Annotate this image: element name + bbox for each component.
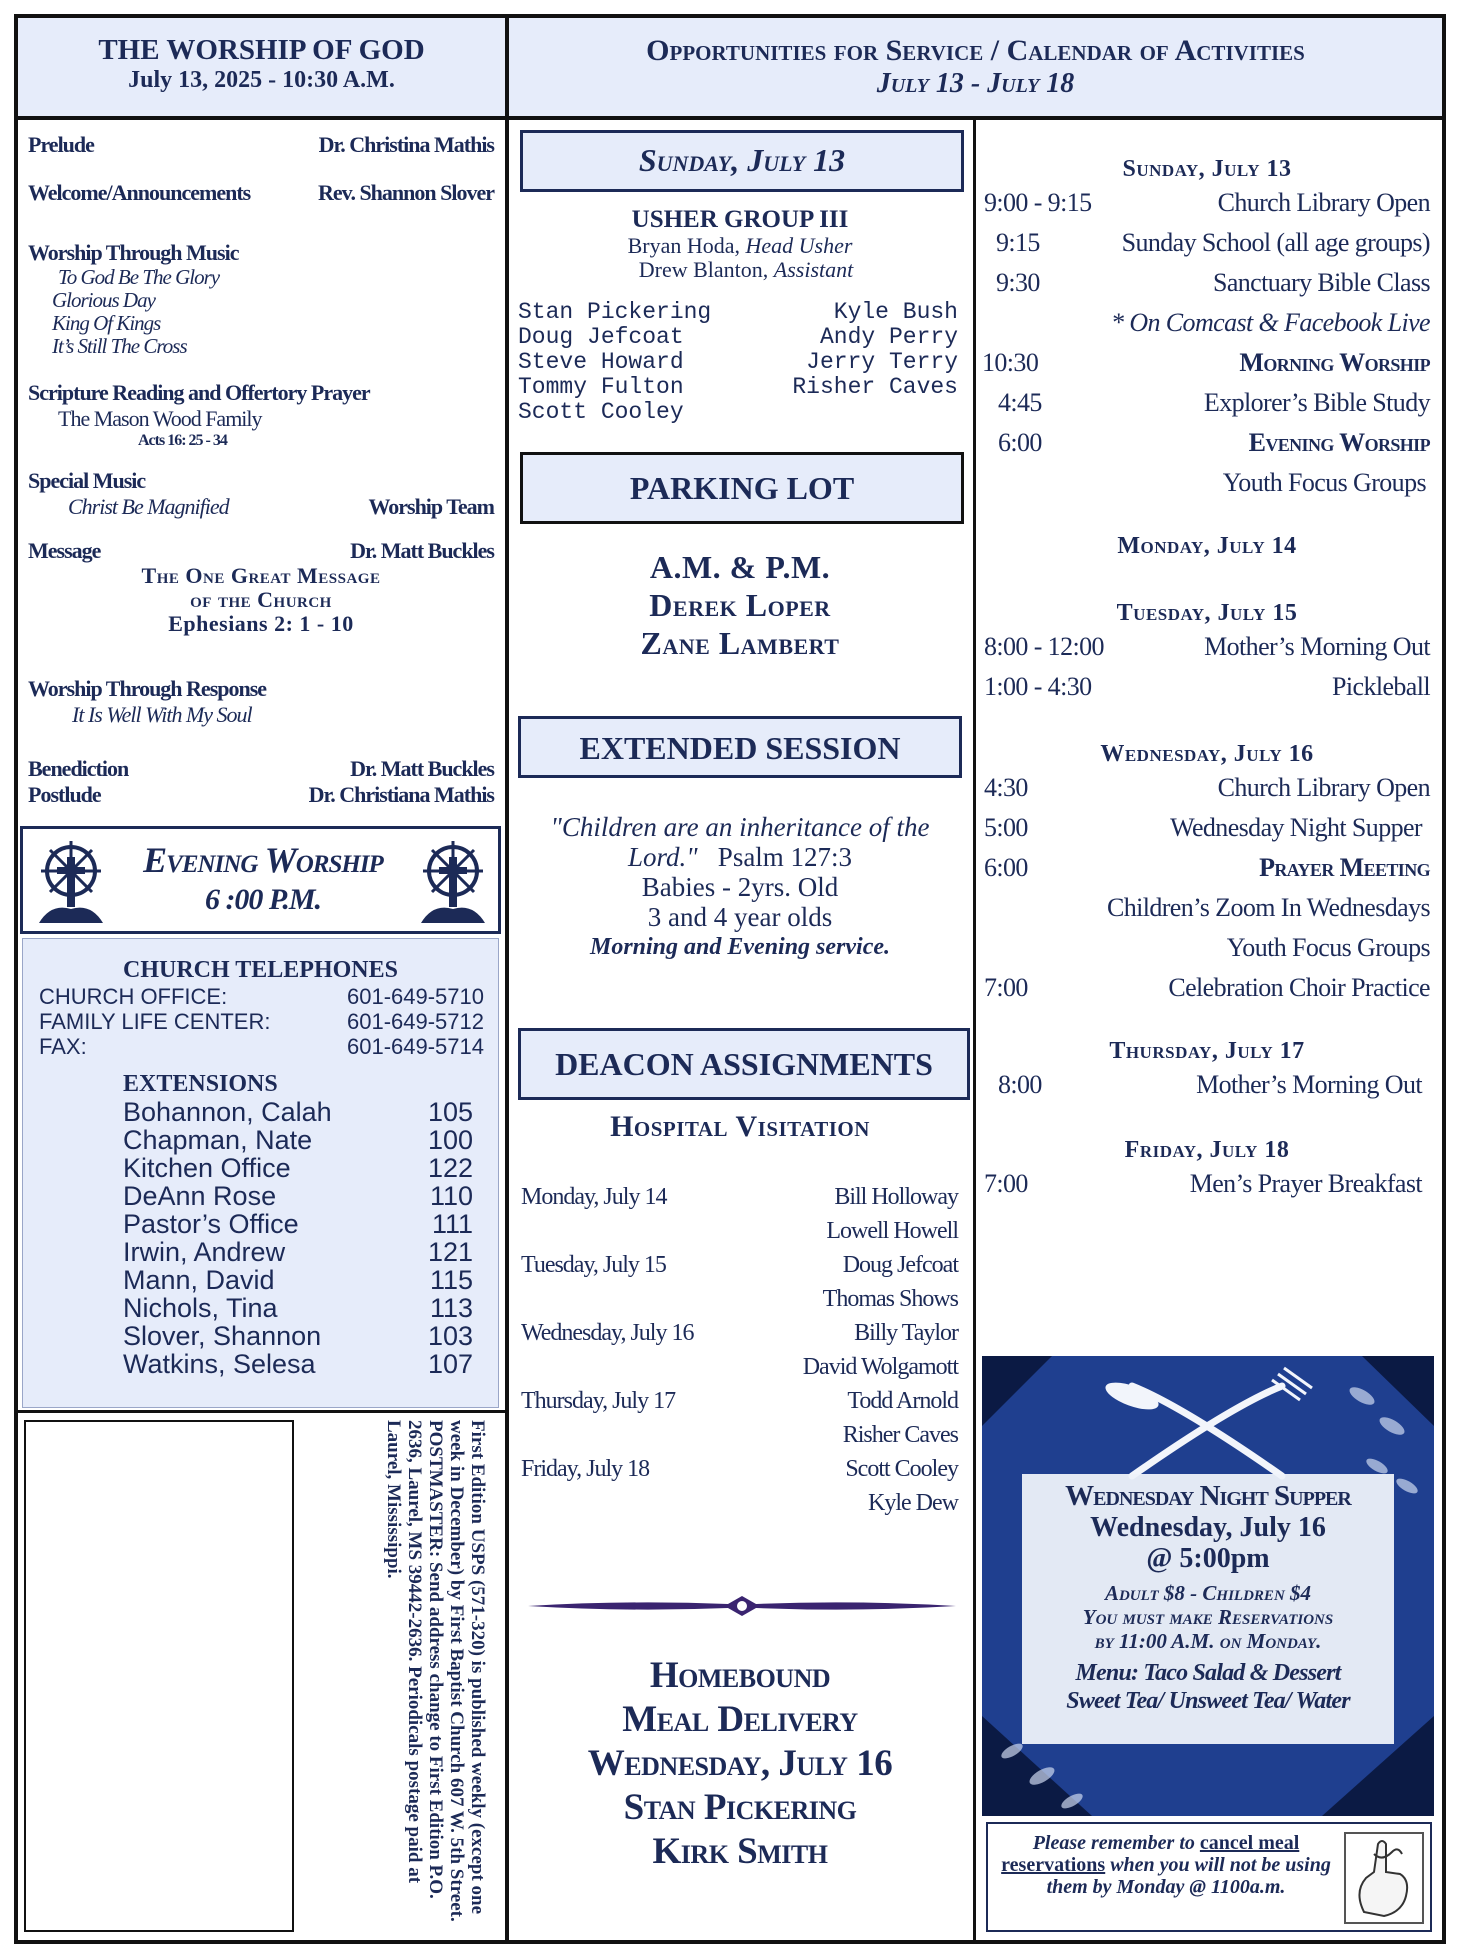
welcome-label: Welcome/Announcements — [28, 180, 251, 205]
deacon-name: Thomas Shows — [822, 1286, 958, 1312]
parking-name: Derek Loper — [649, 587, 831, 623]
visit-day: Friday, July 18 — [521, 1456, 650, 1482]
calendar-event: Sunday School (all age groups) — [1121, 228, 1430, 257]
calendar-event: Morning Worship — [1239, 348, 1430, 377]
extensions-title: EXTENSIONS — [123, 1071, 278, 1097]
calendar-time: 8:00 — [998, 1070, 1042, 1099]
calendar-item — [984, 808, 1430, 848]
prelude-name: Dr. Christina Mathis — [318, 132, 494, 157]
opportunities-dates: July 13 - July 18 — [876, 68, 1075, 99]
supper-menu-1: Menu: Taco Salad & Dessert — [1075, 1660, 1341, 1686]
phone-number: 601-649-5714 — [346, 1034, 484, 1059]
evening-worship-box — [20, 826, 501, 934]
usher-section — [515, 206, 965, 282]
homebound-delivery — [515, 1654, 965, 1874]
message-label: Message — [28, 538, 101, 563]
visit-day: Monday, July 14 — [521, 1184, 667, 1210]
right-header — [509, 18, 1442, 116]
ornament-divider-icon — [528, 1592, 956, 1620]
supper-reserve-2: by 11:00 A.M. on Monday. — [1094, 1629, 1322, 1653]
calendar-event: Church Library Open — [1217, 773, 1430, 802]
music-songs — [52, 265, 494, 358]
extension-name: Bohannon, Calah — [123, 1097, 332, 1127]
calendar-time: 7:00 — [984, 1169, 1028, 1198]
response-label: Worship Through Response — [28, 676, 267, 701]
calendar-event: Explorer’s Bible Study — [1203, 388, 1430, 417]
phone-list — [39, 984, 484, 1059]
ages-preschool: 3 and 4 year olds — [647, 902, 833, 932]
reminder-cancel-link: cancel meal reservations — [1001, 1832, 1300, 1876]
homebound-line: Stan Pickering — [623, 1787, 857, 1828]
left-bottom-divider — [14, 1410, 505, 1413]
phone-row — [39, 1034, 484, 1059]
postal-info-area — [318, 1420, 488, 1932]
extension-number: 111 — [431, 1209, 473, 1239]
reminder-box — [986, 1822, 1432, 1932]
left-header — [18, 18, 505, 116]
supper-reserve-1: You must make Reservations — [1082, 1605, 1334, 1629]
calendar-item — [984, 888, 1430, 928]
homebound-line: Meal Delivery — [622, 1699, 858, 1740]
ushers-right — [792, 300, 958, 400]
extension-name: Watkins, Selesa — [123, 1349, 316, 1379]
extension-row — [123, 1098, 473, 1126]
phone-row — [39, 984, 484, 1009]
extension-number: 110 — [429, 1181, 473, 1211]
extension-name: Mann, David — [123, 1265, 275, 1295]
extension-name: Irwin, Andrew — [123, 1237, 286, 1267]
response-song: It Is Well With My Soul — [72, 702, 252, 727]
calendar-friday-title: Friday, July 18 — [1124, 1137, 1290, 1163]
calendar-monday-title: Monday, July 14 — [1117, 533, 1297, 559]
parking-lot-title: PARKING LOT — [629, 470, 855, 506]
parking-lot-box — [520, 452, 964, 524]
calendar-item — [984, 183, 1430, 223]
usher-name: Andy Perry — [819, 324, 958, 350]
visit-row — [521, 1384, 958, 1452]
prelude-label: Prelude — [28, 132, 94, 157]
sunday-box — [520, 130, 964, 192]
scripture-label: Scripture Reading and Offertory Prayer — [28, 380, 370, 405]
deacon-name: David Wolgamott — [802, 1354, 958, 1380]
calendar-time: 9:30 — [996, 268, 1040, 297]
calendar-item — [984, 1065, 1430, 1105]
calendar-item — [984, 627, 1430, 667]
visit-row — [521, 1452, 958, 1520]
usher-name: Doug Jefcoat — [518, 324, 684, 350]
message-title — [28, 564, 494, 636]
usher-group: USHER GROUP III — [631, 206, 849, 233]
calendar-time: 6:00 — [984, 853, 1028, 882]
calendar-sunday-title: Sunday, July 13 — [1122, 156, 1292, 182]
homebound-line: Homebound — [649, 1655, 831, 1696]
supper-flyer — [982, 1356, 1434, 1816]
phone-label: FAMILY LIFE CENTER: — [39, 1009, 271, 1034]
worship-title: THE WORSHIP OF GOD — [98, 34, 425, 66]
calendar-event: Youth Focus Groups — [1222, 468, 1426, 497]
calendar-item — [984, 383, 1430, 423]
reminder-part-2: when you will not be using them by Monday @ 1100a.m. — [1046, 1854, 1331, 1898]
calendar-event: Children’s Zoom In Wednesdays — [1106, 893, 1430, 922]
reminder-text — [996, 1832, 1336, 1898]
calendar-event: Mother’s Morning Out — [1204, 632, 1430, 661]
song-2: Glorious Day — [52, 288, 155, 312]
sunday-title: Sunday, July 13 — [638, 142, 846, 178]
postlude-row — [28, 782, 494, 808]
telephones-panel — [22, 938, 499, 1408]
extension-row — [123, 1266, 473, 1294]
extension-number: 113 — [429, 1293, 473, 1323]
header-divider — [14, 116, 1446, 120]
extended-session-info — [530, 812, 950, 962]
phone-row — [39, 1009, 484, 1034]
calendar-event: * On Comcast & Facebook Live — [1111, 308, 1430, 337]
extended-session-box — [518, 716, 962, 778]
message-title-2: of the Church — [190, 587, 332, 612]
calendar-event: Youth Focus Groups — [1226, 933, 1430, 962]
supper-title: Wednesday Night Supper — [1065, 1480, 1351, 1512]
calendar-event: Prayer Meeting — [1259, 853, 1430, 882]
supper-time: @ 5:00pm — [1146, 1543, 1270, 1574]
supper-menu-2: Sweet Tea/ Unsweet Tea/ Water — [1066, 1688, 1350, 1714]
evening-worship-time: 6 :00 P.M. — [204, 883, 322, 916]
usher-name: Stan Pickering — [518, 299, 712, 325]
extension-number: 103 — [427, 1321, 473, 1351]
calendar-time: 9:00 - 9:15 — [984, 188, 1092, 217]
calendar-time: 10:30 — [982, 348, 1039, 377]
assistant-role: Assistant — [773, 257, 854, 282]
worship-date: July 13, 2025 - 10:30 A.M. — [128, 67, 395, 93]
extension-name: Chapman, Nate — [123, 1125, 313, 1155]
calendar-event: Celebration Choir Practice — [1168, 973, 1430, 1002]
calendar-event: Sanctuary Bible Class — [1212, 268, 1430, 297]
cross-wheel-icon — [31, 837, 111, 925]
phone-number: 601-649-5712 — [346, 1009, 484, 1034]
parking-name: Zane Lambert — [640, 625, 840, 661]
divider-right — [973, 118, 976, 1944]
usher-name: Kyle Bush — [833, 299, 958, 325]
telephones-title: CHURCH TELEPHONES — [123, 957, 398, 983]
calendar-event: Men’s Prayer Breakfast — [1189, 1169, 1422, 1198]
extension-row — [123, 1322, 473, 1350]
hospital-title: Hospital Visitation — [610, 1110, 870, 1143]
hospital-visits — [521, 1180, 958, 1520]
special-music-row — [28, 494, 494, 520]
finger-string-icon — [1344, 1832, 1424, 1924]
message-name: Dr. Matt Buckles — [350, 538, 494, 563]
calendar-item — [984, 968, 1430, 1008]
extension-row — [123, 1210, 473, 1238]
extension-number: 105 — [427, 1097, 473, 1127]
deacon-name: Risher Caves — [842, 1422, 958, 1448]
calendar-time: 4:45 — [998, 388, 1042, 417]
assistant-usher — [527, 258, 965, 282]
welcome-name: Rev. Shannon Slover — [318, 180, 494, 205]
visit-names — [845, 1452, 958, 1520]
extension-row — [123, 1182, 473, 1210]
extension-number: 121 — [427, 1237, 473, 1267]
scripture-ref: Acts 16: 25 - 34 — [138, 432, 227, 449]
phone-label: FAX: — [39, 1034, 87, 1059]
verse: "Children are an inheritance of the Lord." — [550, 812, 930, 872]
calendar-time: 1:00 - 4:30 — [984, 672, 1092, 701]
prelude-row — [28, 132, 494, 158]
assistant-name: Drew Blanton, — [638, 257, 769, 282]
welcome-row — [28, 180, 494, 206]
calendar-item — [984, 263, 1430, 303]
postlude-name: Dr. Christiana Mathis — [308, 782, 494, 807]
special-music-by: Worship Team — [368, 494, 494, 519]
head-usher-role: Head Usher — [745, 233, 853, 258]
deacon-name: Scott Cooley — [845, 1456, 958, 1482]
extension-name: Nichols, Tina — [123, 1293, 278, 1323]
benediction-row — [28, 756, 494, 782]
calendar-time: 5:00 — [984, 813, 1028, 842]
head-usher-name: Bryan Hoda, — [627, 233, 740, 258]
calendar-event: Mother’s Morning Out — [1196, 1070, 1422, 1099]
calendar-item — [984, 928, 1430, 968]
extension-row — [123, 1350, 473, 1378]
deacon-assignments-box — [518, 1028, 970, 1100]
visit-row — [521, 1316, 958, 1384]
calendar-event: Evening Worship — [1248, 428, 1430, 457]
visit-day: Tuesday, July 15 — [521, 1252, 666, 1278]
calendar-item — [984, 463, 1430, 503]
cross-wheel-icon — [413, 837, 493, 925]
calendar-event: Pickleball — [1332, 672, 1430, 701]
visit-row — [521, 1180, 958, 1248]
extensions-list — [123, 1098, 473, 1378]
ushers-left — [518, 300, 711, 425]
supper-prices: Adult $8 - Children $4 — [1104, 1581, 1312, 1605]
verse-ref: Psalm 127:3 — [717, 842, 853, 872]
calendar-event: Wednesday Night Supper — [1170, 813, 1422, 842]
supper-details — [1022, 1480, 1394, 1715]
reminder-part-1: Please remember to — [1032, 1832, 1195, 1854]
extension-number: 100 — [427, 1125, 473, 1155]
extension-name: Pastor’s Office — [123, 1209, 299, 1239]
calendar-item — [984, 223, 1430, 263]
calendar-item — [984, 1164, 1430, 1204]
music-label: Worship Through Music — [28, 240, 239, 265]
calendar — [984, 156, 1430, 1204]
parking-assignment — [515, 548, 965, 662]
usher-name: Risher Caves — [792, 374, 958, 400]
deacon-name: Billy Taylor — [854, 1320, 958, 1346]
extension-name: Kitchen Office — [123, 1153, 291, 1183]
homebound-line: Wednesday, July 16 — [587, 1743, 893, 1784]
calendar-item — [984, 423, 1430, 463]
song-3: King Of Kings — [52, 311, 161, 335]
visit-day: Wednesday, July 16 — [521, 1320, 694, 1346]
calendar-time: 6:00 — [998, 428, 1042, 457]
visit-names — [803, 1316, 958, 1384]
deacon-name: Todd Arnold — [847, 1388, 958, 1414]
deacon-name: Kyle Dew — [868, 1490, 958, 1516]
message-title-1: The One Great Message — [141, 563, 381, 588]
deacon-name: Bill Holloway — [834, 1184, 958, 1210]
benediction-label: Benediction — [28, 756, 129, 781]
ages-babies: Babies - 2yrs. Old — [641, 872, 839, 902]
calendar-time: 4:30 — [984, 773, 1028, 802]
service-times: Morning and Evening service. — [589, 934, 891, 960]
song-1: To God Be The Glory — [58, 265, 220, 289]
homebound-line: Kirk Smith — [652, 1831, 828, 1872]
benediction-name: Dr. Matt Buckles — [350, 756, 494, 781]
parking-when: A.M. & P.M. — [649, 549, 831, 585]
extension-number: 115 — [429, 1265, 473, 1295]
visit-row — [521, 1248, 958, 1316]
order-of-worship — [28, 132, 494, 808]
head-usher — [515, 234, 965, 258]
calendar-item — [984, 343, 1430, 383]
calendar-item — [984, 768, 1430, 808]
special-music-song: Christ Be Magnified — [68, 494, 229, 519]
usher-name: Steve Howard — [518, 349, 684, 375]
extension-name: Slover, Shannon — [123, 1321, 322, 1351]
supper-date: Wednesday, July 16 — [1090, 1512, 1326, 1543]
visit-names — [843, 1384, 958, 1452]
extension-row — [123, 1154, 473, 1182]
calendar-time: 7:00 — [984, 973, 1028, 1002]
usher-name: Scott Cooley — [518, 399, 684, 425]
phone-number: 601-649-5710 — [346, 984, 484, 1009]
mailing-label-box — [24, 1420, 294, 1932]
extension-row — [123, 1238, 473, 1266]
special-music-label: Special Music — [28, 468, 146, 493]
calendar-wednesday-title: Wednesday, July 16 — [1100, 741, 1314, 767]
visit-day: Thursday, July 17 — [521, 1388, 676, 1414]
calendar-tuesday-title: Tuesday, July 15 — [1116, 600, 1298, 626]
extension-name: DeAnn Rose — [123, 1181, 277, 1211]
usher-name: Tommy Fulton — [518, 374, 684, 400]
deacon-name: Doug Jefcoat — [842, 1252, 958, 1278]
deacon-title: DEACON ASSIGNMENTS — [555, 1046, 933, 1082]
visit-names — [823, 1248, 958, 1316]
extension-row — [123, 1126, 473, 1154]
evening-worship-title: Evening Worship — [143, 840, 383, 880]
postal-info: First Edition USPS (571-320) is published weekly (except one week in December) by First Baptist Church 607 W. 5th Street. POSTMASTER: Send address change to First Edition P.O. 2636, Laurel, MS 39442-2636. Periodicals postage paid at Laurel, Mississippi. — [383, 1420, 488, 1922]
opportunities-title: Opportunities for Service / Calendar of Activities — [646, 34, 1305, 67]
calendar-time: 9:15 — [996, 228, 1040, 257]
calendar-event: Church Library Open — [1217, 188, 1430, 217]
usher-name: Jerry Terry — [806, 349, 958, 375]
calendar-item — [984, 667, 1430, 707]
calendar-time: 8:00 - 12:00 — [984, 632, 1104, 661]
extended-session-title: EXTENDED SESSION — [579, 730, 901, 766]
verse-line — [530, 812, 950, 872]
song-4: It’s Still The Cross — [52, 334, 187, 358]
extension-number: 107 — [427, 1349, 473, 1379]
extension-row — [123, 1294, 473, 1322]
message-row — [28, 538, 494, 564]
divider-left — [505, 14, 509, 1944]
calendar-item — [984, 848, 1430, 888]
calendar-thursday-title: Thursday, July 17 — [1109, 1038, 1305, 1064]
scripture-family: The Mason Wood Family — [58, 406, 262, 431]
deacon-name: Lowell Howell — [826, 1218, 958, 1244]
extension-number: 122 — [427, 1153, 473, 1183]
phone-label: CHURCH OFFICE: — [39, 984, 228, 1009]
message-ref: Ephesians 2: 1 - 10 — [168, 611, 354, 636]
postlude-label: Postlude — [28, 782, 101, 807]
calendar-item — [984, 303, 1430, 343]
visit-names — [826, 1180, 958, 1248]
